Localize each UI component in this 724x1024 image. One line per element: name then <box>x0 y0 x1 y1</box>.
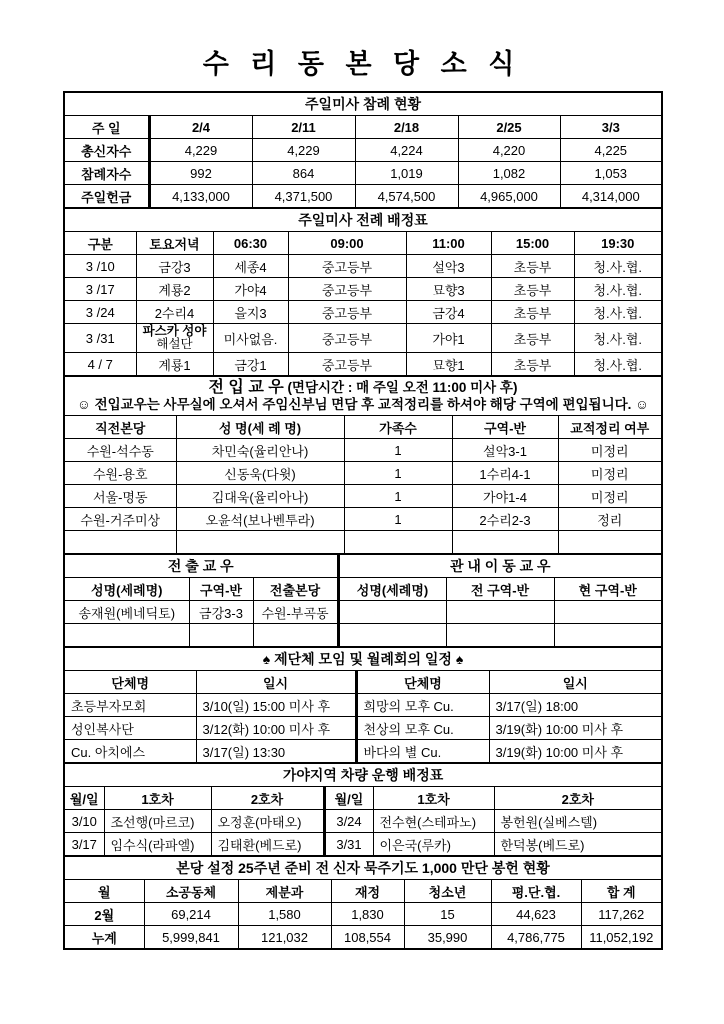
cell: 117,262 <box>581 903 662 926</box>
cell <box>253 624 338 648</box>
cell: 1호차 <box>373 787 494 810</box>
section-title <box>67 379 659 396</box>
cell: 수원-부곡동 <box>253 601 338 624</box>
cell: 15:00 <box>491 232 574 255</box>
cell: 월/일 <box>64 787 104 810</box>
cell: 수원-용호 <box>64 462 176 485</box>
cell: 미정리 <box>558 462 662 485</box>
cell: 11:00 <box>406 232 491 255</box>
cell: 06:30 <box>213 232 288 255</box>
cell: 19:30 <box>574 232 662 255</box>
cell: 1,082 <box>458 162 560 185</box>
cell: 주 일 <box>64 116 149 139</box>
cell: 김대욱(율리아나) <box>176 485 344 508</box>
table-row <box>64 278 662 301</box>
cell: 4,574,500 <box>355 185 458 209</box>
cell: 69,214 <box>144 903 238 926</box>
header-row <box>64 578 662 601</box>
section-title-row <box>64 92 662 116</box>
cell: 일시 <box>489 671 662 694</box>
cell: 11,052,192 <box>581 926 662 950</box>
cell: 3/17 <box>64 833 104 857</box>
cell: 3/17(일) 18:00 <box>489 694 662 717</box>
cell <box>338 601 446 624</box>
section-title: ♠ 제단체 모임 및 월례회의 일정 ♠ <box>64 647 662 671</box>
cell: 구역-반 <box>189 578 253 601</box>
cell: 제분과 <box>238 880 331 903</box>
table-row <box>64 508 662 531</box>
internal-move-title: 관 내 이 동 교 우 <box>338 554 662 578</box>
cell: 4,786,775 <box>491 926 581 950</box>
cell: 희망의 모후 Cu. <box>356 694 489 717</box>
cell: 3/3 <box>560 116 662 139</box>
table-row <box>64 694 662 717</box>
cell: 금강3-3 <box>189 601 253 624</box>
cell: 2/18 <box>355 116 458 139</box>
cell <box>189 624 253 648</box>
cell: 청.사.협. <box>574 324 662 353</box>
header-row <box>64 232 662 255</box>
section-title: 주일미사 전례 배정표 <box>64 208 662 232</box>
cell: 천상의 모후 Cu. <box>356 717 489 740</box>
table-row <box>64 301 662 324</box>
cell: 가야1-4 <box>452 485 558 508</box>
cell: 4,314,000 <box>560 185 662 209</box>
cell: 구역-반 <box>452 416 558 439</box>
cell: 3/19(화) 10:00 미사 후 <box>489 740 662 764</box>
cell: 김태환(베드로) <box>211 833 324 857</box>
cell: 4,224 <box>355 139 458 162</box>
cell <box>554 601 662 624</box>
cell: 소공동체 <box>144 880 238 903</box>
cell: 전 구역-반 <box>446 578 554 601</box>
cell: 15 <box>404 903 491 926</box>
cell: 청.사.협. <box>574 255 662 278</box>
cell: 2/11 <box>252 116 355 139</box>
cell: 총신자수 <box>64 139 149 162</box>
table-row <box>64 485 662 508</box>
cell: 5,999,841 <box>144 926 238 950</box>
table-row <box>64 717 662 740</box>
header-row <box>64 880 662 903</box>
liturgy-table <box>63 207 663 377</box>
section-title-row <box>64 208 662 232</box>
cell: 토요저녁 <box>136 232 213 255</box>
cell: 평.단.협. <box>491 880 581 903</box>
table-row <box>64 324 662 353</box>
cell: 1,830 <box>331 903 404 926</box>
section-title-row <box>64 763 662 787</box>
cell: 계룡2 <box>136 278 213 301</box>
header-row <box>64 416 662 439</box>
cell: 초등부 <box>491 353 574 377</box>
cell <box>452 531 558 555</box>
cell: 성명(세례명) <box>64 578 189 601</box>
page-title: 수 리 동 본 당 소 식 <box>202 49 522 79</box>
cell: 정리 <box>558 508 662 531</box>
pascha-line2: 해설단 <box>156 337 193 351</box>
cell: 세종4 <box>213 255 288 278</box>
cell: 청.사.협. <box>574 353 662 377</box>
table-row <box>64 531 662 555</box>
cell: 가야4 <box>213 278 288 301</box>
section-title-row <box>64 554 662 578</box>
cell: 임수식(라파엘) <box>104 833 211 857</box>
cell: 4,229 <box>252 139 355 162</box>
cell <box>64 624 189 648</box>
cell: 미정리 <box>558 485 662 508</box>
table-row <box>64 903 662 926</box>
cell: 중고등부 <box>288 324 406 353</box>
cell: 설악3 <box>406 255 491 278</box>
cell: 44,623 <box>491 903 581 926</box>
cell: 1 <box>344 485 452 508</box>
cell: 4,229 <box>149 139 252 162</box>
cell: 가족수 <box>344 416 452 439</box>
cell: 3 /10 <box>64 255 136 278</box>
table-row <box>64 439 662 462</box>
cell: 3/19(화) 10:00 미사 후 <box>489 717 662 740</box>
table-row <box>64 162 662 185</box>
cell: 묘향1 <box>406 353 491 377</box>
cell: 미사없음. <box>213 324 288 353</box>
cell: 주일헌금 <box>64 185 149 209</box>
cell: 청.사.협. <box>574 301 662 324</box>
pascha-line1: 파스카 성야 <box>142 324 207 338</box>
cell: 864 <box>252 162 355 185</box>
cell <box>446 601 554 624</box>
cell: 1호차 <box>104 787 211 810</box>
cell: 2호차 <box>494 787 662 810</box>
cell: 오정훈(마태오) <box>211 810 324 833</box>
cell: 월/일 <box>324 787 373 810</box>
cell: 봉헌원(실베스텔) <box>494 810 662 833</box>
cell <box>558 531 662 555</box>
cell: 4 / 7 <box>64 353 136 377</box>
cell: 1 <box>344 508 452 531</box>
cell: Cu. 아치에스 <box>64 740 196 764</box>
cell: 3/24 <box>324 810 373 833</box>
cell <box>176 531 344 555</box>
section-title-block <box>64 376 662 416</box>
cell: 일시 <box>196 671 356 694</box>
cell: 3/10(일) 15:00 미사 후 <box>196 694 356 717</box>
cell: 미정리 <box>558 439 662 462</box>
meetings-table <box>63 646 663 764</box>
cell: 수원-석수동 <box>64 439 176 462</box>
cell: 재정 <box>331 880 404 903</box>
cell: 수원-거주미상 <box>64 508 176 531</box>
cell: 오윤석(보나벤투라) <box>176 508 344 531</box>
table-row <box>64 926 662 950</box>
cell <box>344 531 452 555</box>
table-row <box>64 601 662 624</box>
shuttle-table <box>63 762 663 857</box>
cell: 3/17(일) 13:30 <box>196 740 356 764</box>
cell: 단체명 <box>64 671 196 694</box>
cell: 1,053 <box>560 162 662 185</box>
section-title-row <box>64 376 662 416</box>
cell: 합 계 <box>581 880 662 903</box>
cell: 전출본당 <box>253 578 338 601</box>
cell: 09:00 <box>288 232 406 255</box>
section-title-row <box>64 647 662 671</box>
cell: 2호차 <box>211 787 324 810</box>
cell: 차민숙(율리안나) <box>176 439 344 462</box>
cell <box>554 624 662 648</box>
cell: 한덕봉(베드로) <box>494 833 662 857</box>
cell: 바다의 별 Cu. <box>356 740 489 764</box>
table-row <box>64 740 662 764</box>
cell: 을지3 <box>213 301 288 324</box>
table-row <box>64 139 662 162</box>
section-title: 주일미사 참례 현황 <box>64 92 662 116</box>
cell: 3 /24 <box>64 301 136 324</box>
cell: 3 /31 <box>64 324 136 353</box>
cell: 1수리4-1 <box>452 462 558 485</box>
table-row <box>64 624 662 648</box>
rosary-table <box>63 855 663 950</box>
cell: 중고등부 <box>288 301 406 324</box>
cell <box>446 624 554 648</box>
cell: 금강4 <box>406 301 491 324</box>
cell: 4,965,000 <box>458 185 560 209</box>
cell: 3/10 <box>64 810 104 833</box>
cell: 가야1 <box>406 324 491 353</box>
cell <box>338 624 446 648</box>
cell: 1 <box>344 462 452 485</box>
table-row <box>64 255 662 278</box>
cell: 금강3 <box>136 255 213 278</box>
cell: 청소년 <box>404 880 491 903</box>
header-row <box>64 116 662 139</box>
table-row <box>64 462 662 485</box>
cell: 4,371,500 <box>252 185 355 209</box>
cell: 초등부자모회 <box>64 694 196 717</box>
section-title: 본당 설정 25주년 준비 전 신자 묵주기도 1,000 만단 봉헌 현황 <box>64 856 662 880</box>
transfer-in-table <box>63 375 663 555</box>
cell: 단체명 <box>356 671 489 694</box>
cell: 2수리4 <box>136 301 213 324</box>
section-title: 가야지역 차량 운행 배정표 <box>64 763 662 787</box>
cell: 현 구역-반 <box>554 578 662 601</box>
bulletin-content <box>63 42 661 950</box>
cell: 참례자수 <box>64 162 149 185</box>
cell: 4,220 <box>458 139 560 162</box>
header-row <box>64 787 662 810</box>
cell: 계룡1 <box>136 353 213 377</box>
cell: 3 /17 <box>64 278 136 301</box>
cell: 성명(세례명) <box>338 578 446 601</box>
cell: 초등부 <box>491 301 574 324</box>
cell: 송재원(베네딕토) <box>64 601 189 624</box>
table-row <box>64 353 662 377</box>
cell: 4,133,000 <box>149 185 252 209</box>
cell: 중고등부 <box>288 255 406 278</box>
cell: 묘향3 <box>406 278 491 301</box>
cell: 4,225 <box>560 139 662 162</box>
section-title-row <box>64 856 662 880</box>
cell: 금강1 <box>213 353 288 377</box>
cell: 신동욱(다윗) <box>176 462 344 485</box>
cell: 2월 <box>64 903 144 926</box>
cell: 성 명(세 례 명) <box>176 416 344 439</box>
cell <box>64 531 176 555</box>
cell: 992 <box>149 162 252 185</box>
cell: 3/12(화) 10:00 미사 후 <box>196 717 356 740</box>
cell: 서울-명동 <box>64 485 176 508</box>
attendance-table <box>63 91 663 209</box>
cell: 35,990 <box>404 926 491 950</box>
cell: 구분 <box>64 232 136 255</box>
transfer-out-title: 전 출 교 우 <box>64 554 338 578</box>
cell: 직전본당 <box>64 416 176 439</box>
cell: 121,032 <box>238 926 331 950</box>
cell: 초등부 <box>491 278 574 301</box>
cell: 중고등부 <box>288 278 406 301</box>
table-row <box>64 833 662 857</box>
transfer-in-note: (면담시간 : 매 주일 오전 11:00 미사 후) <box>283 380 518 395</box>
cell: 청.사.협. <box>574 278 662 301</box>
cell: 2수리2-3 <box>452 508 558 531</box>
pascha-cell <box>136 324 213 353</box>
cell: 설악3-1 <box>452 439 558 462</box>
transfer-in-title: 전 입 교 우 <box>208 379 284 396</box>
cell: 초등부 <box>491 255 574 278</box>
header-row <box>64 671 662 694</box>
table-row <box>64 185 662 209</box>
cell: 108,554 <box>331 926 404 950</box>
cell: 성인복사단 <box>64 717 196 740</box>
cell: 이은국(루카) <box>373 833 494 857</box>
transfer-in-subtitle: ☺ 전입교우는 사무실에 오셔서 주임신부님 면담 후 교적정리를 하셔야 해당 구역에 편입됩니다. ☺ <box>77 397 649 412</box>
cell: 조선행(마르코) <box>104 810 211 833</box>
cell: 교적정리 여부 <box>558 416 662 439</box>
cell: 1,019 <box>355 162 458 185</box>
cell: 3/31 <box>324 833 373 857</box>
cell: 초등부 <box>491 324 574 353</box>
cell: 2/25 <box>458 116 560 139</box>
cell: 2/4 <box>149 116 252 139</box>
moves-table <box>63 553 663 648</box>
cell: 월 <box>64 880 144 903</box>
cell: 1,580 <box>238 903 331 926</box>
cell: 누계 <box>64 926 144 950</box>
cell: 중고등부 <box>288 353 406 377</box>
cell: 전수현(스테파노) <box>373 810 494 833</box>
cell: 1 <box>344 439 452 462</box>
table-row <box>64 810 662 833</box>
